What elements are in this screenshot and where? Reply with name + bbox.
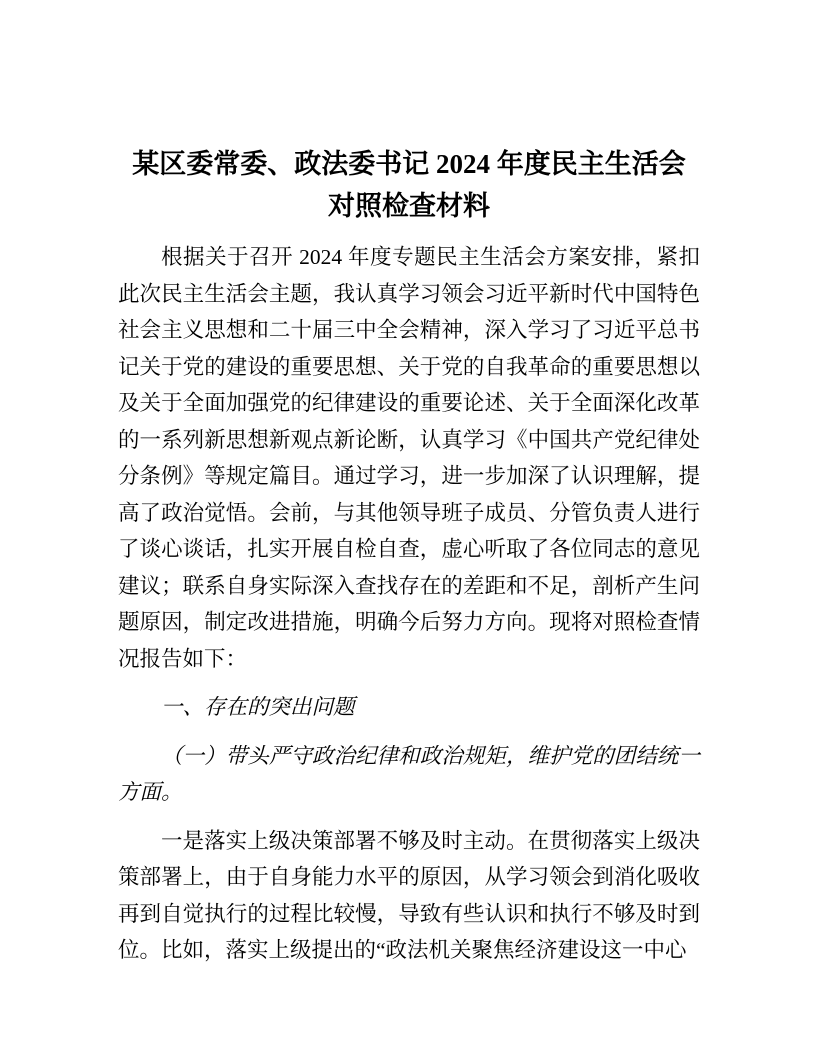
document-title-line-2: 对照检查材料: [328, 191, 490, 221]
document-title-line-1: 某区委常委、政法委书记 2024 年度民主生活会: [132, 149, 686, 179]
section-heading-existing-problems: 一、存在的突出问题: [161, 695, 355, 719]
document-title: [118, 143, 700, 227]
paragraph-introduction: 根据关于召开 2024 年度专题民主生活会方案安排，紧扣此次民主生活会主题，我认真学习领会习近平新时代中国特色社会主义思想和二十届三中全会精神，深入学习了习近平总书记关于党的建设的重要思想、关于党的自我革命的重要思想以及关于全面加强党的纪律建设的重要论述、关于全面深化改革的一系列新思想新观点新论断，认真学习《中国共产党纪律处分条例》等规定篇目。通过学习，进一步加深了认识理解，提高了政治觉悟。会前，与其他领导班子成员、分管负责人进行了谈心谈话，扎实开展自检自查，虚心听取了各位同志的意见建议；联系自身实际深入查找存在的差距和不足，剖析产生问题原因，制定改进措施，明确今后努力方向。现将对照检查情况报告如下：: [118, 245, 700, 671]
paragraph-issue-one: 一是落实上级决策部署不够及时主动。在贯彻落实上级决策部署上，由于自身能力水平的原因，从学习领会到消化吸收再到自觉执行的过程比较慢，导致有些认识和执行不够及时到位。比如，落实上级提出的“政法机关聚焦经济建设这一中心: [118, 828, 700, 962]
subsection-heading-political-discipline: （一）带头严守政治纪律和政治规矩，维护党的团结统一方面。: [118, 743, 700, 804]
